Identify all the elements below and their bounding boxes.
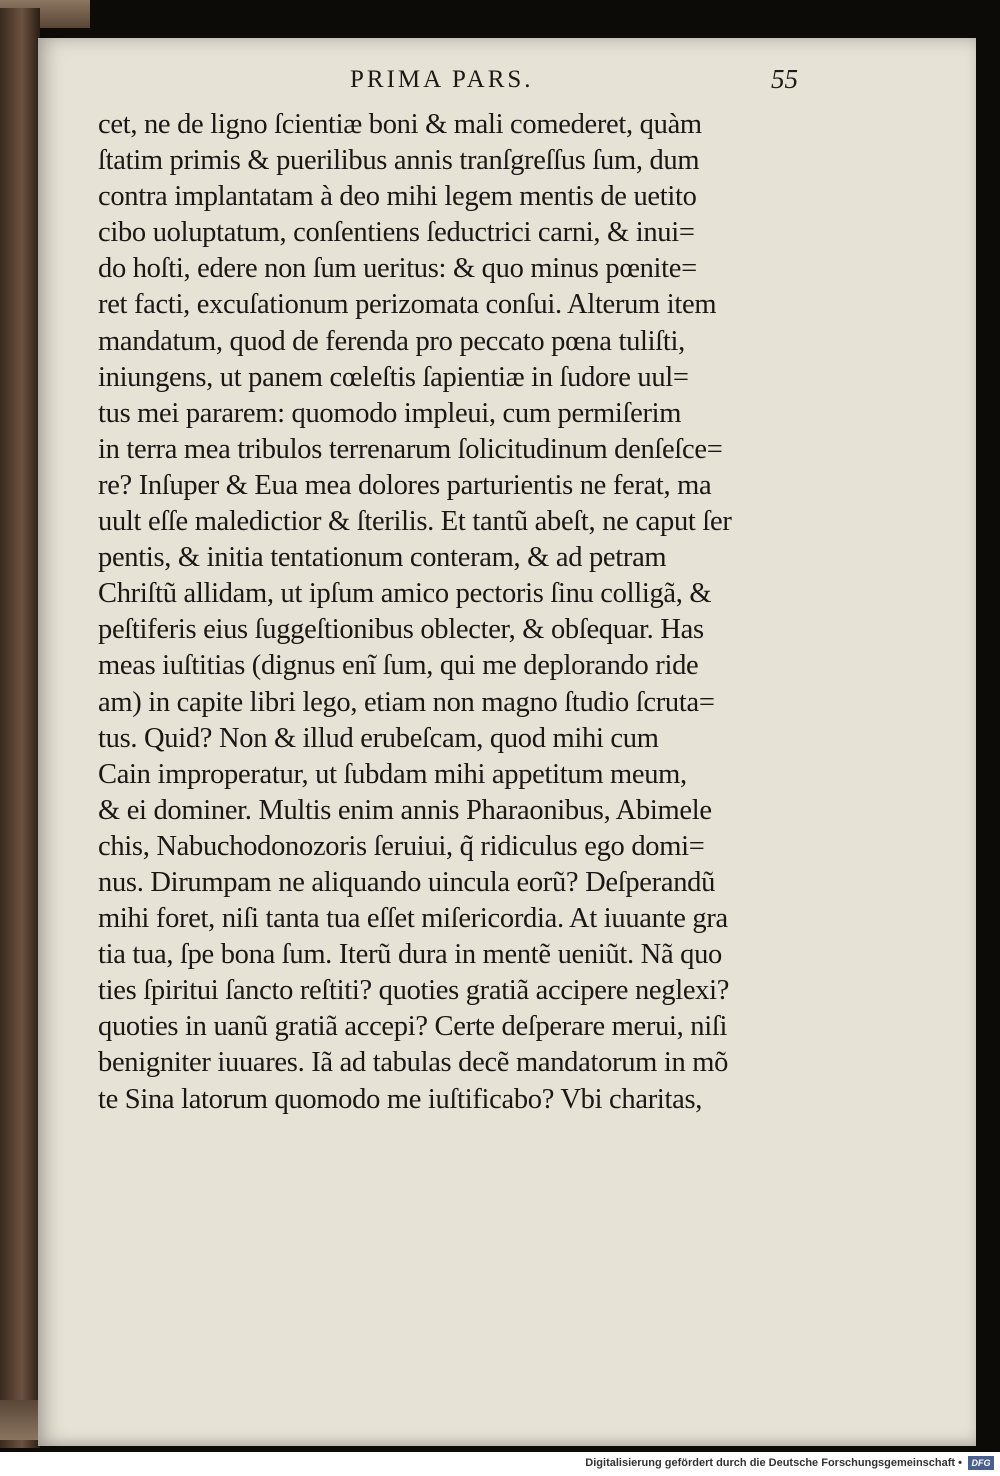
book-spine-edge (0, 8, 40, 1448)
text-line: te Sina latorum quomodo me iuſtificabo? Vbi charitas, (98, 1083, 703, 1115)
text-line: chis, Nabuchodonozoris ſeruiui, q̃ ridiculus ego domi= (98, 830, 705, 862)
body-text (98, 107, 818, 1118)
text-line: cibo uoluptatum, conſentiens ſeductrici carni, & inui= (98, 217, 695, 249)
running-head (0, 66, 1000, 98)
text-line: peſtiferis eius ſuggeſtionibus oblecter, & obſequar. Has (98, 614, 704, 646)
text-line: do hoſti, edere non ſum ueritus: & quo minus pœnite= (98, 253, 697, 285)
text-line: ſtatim primis & puerilibus annis tranſgreſſus ſum, dum (98, 145, 700, 177)
text-line: Cain improperatur, ut ſubdam mihi appetitum meum, (98, 758, 687, 790)
text-line: & ei dominer. Multis enim annis Pharaonibus, Abimele (98, 794, 712, 826)
text-line: iniungens, ut panem cœleſtis ſapientiæ in ſudore uul= (98, 361, 689, 393)
text-line: benigniter iuuares. Iã ad tabulas decẽ mandatorum in mõ (98, 1047, 729, 1079)
text-line: meas iuſtitias (dignus enĩ ſum, qui me deplorando ride (98, 650, 699, 682)
text-line: in terra mea tribulos terrenarum ſolicitudinum denſeſce= (98, 433, 723, 465)
footer-bar (0, 1452, 1000, 1476)
funding-credit: Digitalisierung gefördert durch die Deutsche Forschungsgemeinschaft • (585, 1457, 962, 1469)
text-line: cet, ne de ligno ſcientiæ boni & mali comederet, quàm (98, 109, 702, 140)
text-line: tia tua, ſpe bona ſum. Iterũ dura in mentẽ ueniũt. Nã quo (98, 939, 722, 971)
text-line: uult eſſe maledictior & ſterilis. Et tantũ abeſt, ne caput ſer (98, 506, 732, 538)
text-line: ties ſpiritui ſancto reſtiti? quoties gratiã accipere neglexi? (98, 975, 730, 1007)
dfg-logo: DFG (968, 1456, 994, 1470)
text-line: ret facti, excuſationum perizomata conſui. Alterum item (98, 289, 717, 321)
text-line: tus mei pararem: quomodo impleui, cum permiſerim (98, 397, 682, 429)
text-line: pentis, & initia tentationum conteram, & ad petram (98, 542, 667, 574)
running-head-title: PRIMA PARS. (350, 66, 534, 93)
text-line: quoties in uanũ gratiã accepi? Certe deſperare merui, niſi (98, 1011, 728, 1043)
text-line: am) in capite libri lego, etiam non magno ſtudio ſcruta= (98, 686, 715, 718)
text-line: contra implantatam à deo mihi legem mentis de uetito (98, 181, 697, 213)
text-line: tus. Quid? Non & illud erubeſcam, quod mihi cum (98, 722, 659, 754)
text-line: mihi foret, niſi tanta tua eſſet miſericordia. At iuuante gra (98, 903, 728, 935)
text-line: nus. Dirumpam ne aliquando uincula eorũ? Deſperandũ (98, 866, 716, 898)
text-line: mandatum, quod de ferenda pro peccato pœna tuliſti, (98, 325, 685, 357)
text-line: re? Inſuper & Eua mea dolores parturientis ne ferat, ma (98, 469, 712, 501)
text-line: Chriſtũ allidam, ut ipſum amico pectoris ſinu colligã, & (98, 578, 712, 610)
page-number: 55 (771, 64, 798, 94)
